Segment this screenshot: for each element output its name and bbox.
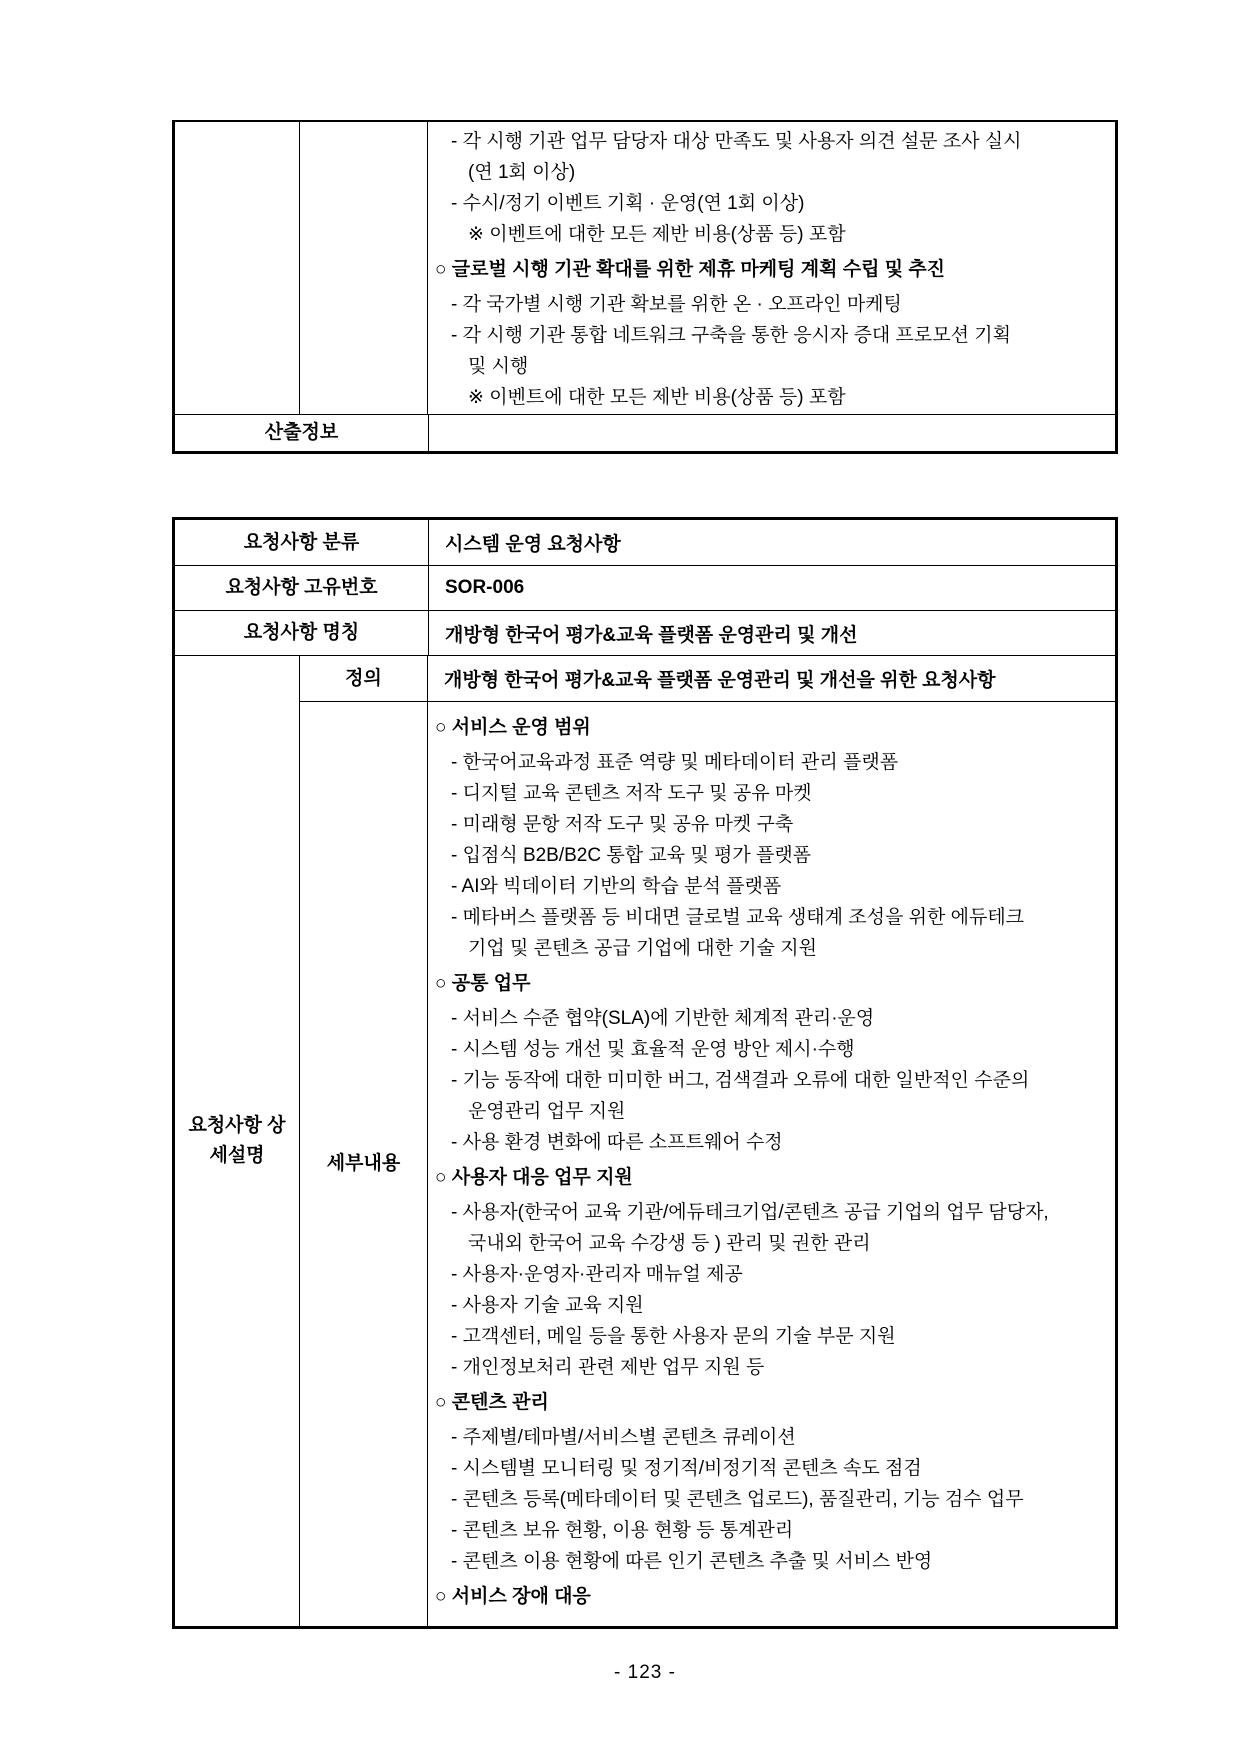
row-value-category: 시스템 운영 요청사항	[445, 534, 621, 555]
definition-value: 개방형 한국어 평가&교육 플랫폼 운영관리 및 개선을 위한 요청사항	[444, 670, 996, 691]
detail-line: - 시스템 성능 개선 및 효율적 운영 방안 제시·수행	[451, 1039, 855, 1060]
page-number: - 123 -	[614, 1662, 676, 1683]
detail-line: - 각 국가별 시행 기관 확보를 위한 온 · 오프라인 마케팅	[451, 294, 902, 315]
detail-content	[428, 122, 1115, 414]
detail-line: - 콘텐츠 보유 현황, 이용 현황 등 통계관리	[451, 1520, 794, 1541]
detail-section-label: 요청사항 상세설명	[175, 656, 300, 1626]
empty-label-cell	[175, 122, 300, 414]
requirements-table	[172, 517, 1118, 1629]
detail-line: - 주제별/테마별/서비스별 콘텐츠 큐레이션	[451, 1427, 796, 1448]
detail-line: ○ 서비스 운영 범위	[435, 717, 591, 738]
output-info-label: 산출정보	[175, 415, 429, 451]
detail-line: - 시스템별 모니터링 및 정기적/비정기적 콘텐츠 속도 점검	[451, 1458, 922, 1479]
row-label-name: 요청사항 명칭	[175, 611, 429, 655]
detail-line: - 사용자 기술 교육 지원	[451, 1295, 644, 1316]
detail-line: - 사용 환경 변화에 따른 소프트웨어 수정	[451, 1132, 783, 1153]
detail-line: ※ 이벤트에 대한 모든 제반 비용(상품 등) 포함	[468, 387, 846, 408]
requirements-table-continued	[172, 120, 1118, 454]
row-label-id: 요청사항 고유번호	[175, 566, 429, 610]
detail-line: - 입점식 B2B/B2C 통합 교육 및 평가 플랫폼	[451, 845, 812, 866]
detail-line: - 콘텐츠 등록(메타데이터 및 콘텐츠 업로드), 품질관리, 기능 검수 업무	[451, 1489, 1024, 1510]
detail-line: - 수시/정기 이벤트 기획 · 운영(연 1회 이상)	[451, 193, 805, 214]
row-label-category: 요청사항 분류	[175, 520, 429, 565]
definition-label: 정의	[300, 656, 428, 701]
detail-line: - AI와 빅데이터 기반의 학습 분석 플랫폼	[451, 876, 782, 897]
detail-line: ○ 사용자 대응 업무 지원	[435, 1167, 633, 1188]
detail-line: - 콘텐츠 이용 현황에 따른 인기 콘텐츠 추출 및 서비스 반영	[451, 1551, 933, 1572]
row-value-name: 개방형 한국어 평가&교육 플랫폼 운영관리 및 개선	[445, 624, 858, 646]
detail-line: - 각 시행 기관 통합 네트워크 구축을 통한 응시자 증대 프로모션 기획	[451, 325, 1011, 346]
detail-line: ※ 이벤트에 대한 모든 제반 비용(상품 등) 포함	[468, 224, 846, 245]
row-value-id: SOR-006	[445, 577, 525, 598]
detail-line: - 미래형 문항 저작 도구 및 공유 마켓 구축	[451, 814, 794, 835]
detail-line: ○ 공통 업무	[435, 973, 531, 994]
empty-sublabel-cell	[300, 122, 428, 414]
detail-line: - 기능 동작에 대한 미미한 버그, 검색결과 오류에 대한 일반적인 수준의	[451, 1070, 1030, 1091]
detail-line: (연 1회 이상)	[468, 162, 576, 183]
detail-line: ○ 서비스 장애 대응	[435, 1586, 591, 1607]
detail-line: - 서비스 수준 협약(SLA)에 기반한 체계적 관리·운영	[451, 1008, 875, 1029]
detail-line: - 고객센터, 메일 등을 통한 사용자 문의 기술 부문 지원	[451, 1326, 896, 1347]
detail-line: 및 시행	[468, 356, 529, 377]
detail-line: ○ 콘텐츠 관리	[435, 1392, 549, 1413]
detail-line: ○ 글로벌 시행 기관 확대를 위한 제휴 마케팅 계획 수립 및 추진	[435, 259, 946, 280]
detail-line: 기업 및 콘텐츠 공급 기업에 대한 기술 지원	[468, 938, 817, 959]
output-info-value	[429, 415, 1115, 451]
details-label: 세부내용	[300, 702, 428, 1626]
detail-line: - 한국어교육과정 표준 역량 및 메타데이터 관리 플랫폼	[451, 752, 899, 773]
detail-line: 국내외 한국어 교육 수강생 등 ) 관리 및 권한 관리	[468, 1233, 871, 1254]
detail-line: - 각 시행 기관 업무 담당자 대상 만족도 및 사용자 의견 설문 조사 실시	[451, 131, 1022, 152]
detail-line: - 개인정보처리 관련 제반 업무 지원 등	[451, 1357, 765, 1378]
detail-line: - 메타버스 플랫폼 등 비대면 글로벌 교육 생태계 조성을 위한 에듀테크	[451, 907, 1025, 928]
detail-line: - 사용자·운영자·관리자 매뉴얼 제공	[451, 1264, 743, 1285]
detail-line: 운영관리 업무 지원	[468, 1101, 626, 1122]
detail-line: - 사용자(한국어 교육 기관/에듀테크기업/콘텐츠 공급 기업의 업무 담당자,	[451, 1202, 1049, 1223]
details-content	[428, 702, 1115, 1626]
detail-line: - 디지털 교육 콘텐츠 저작 도구 및 공유 마켓	[451, 783, 812, 804]
